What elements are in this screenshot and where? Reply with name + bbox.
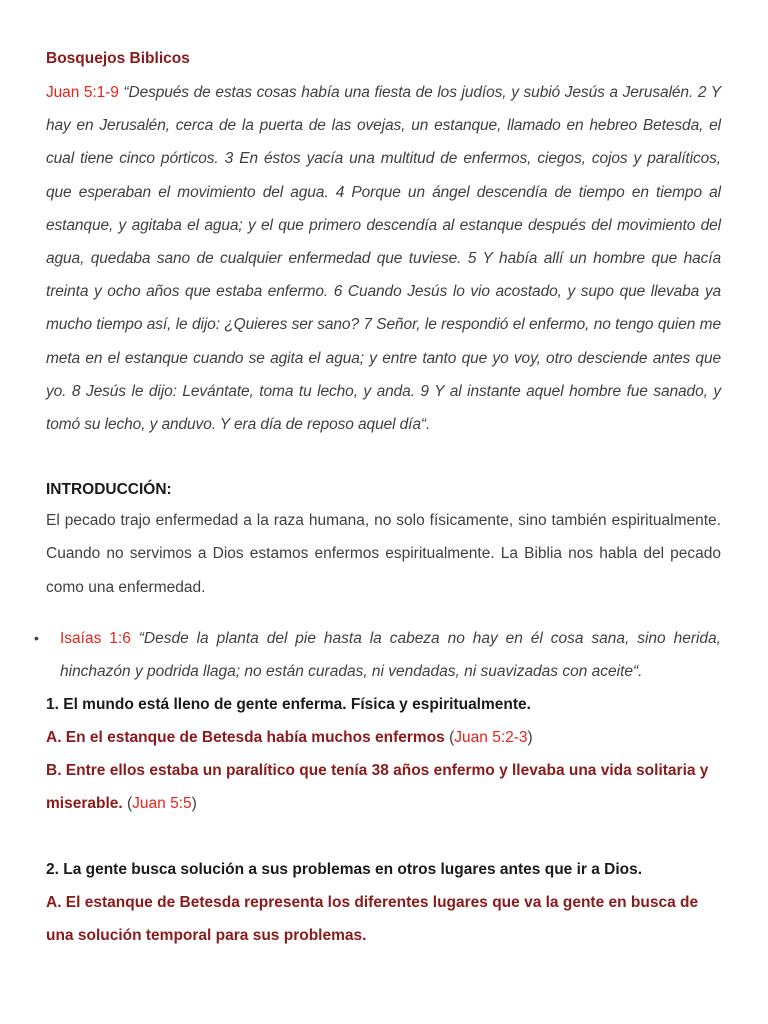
paren-open: ( [444,728,455,746]
paren-close: ) [527,728,533,746]
passage-text: “Después de estas cosas había una fiesta de los judíos, y subió Jesús a Jerusalén. 2 Y hay en Jerusalén, cerca de la puerta de las ovejas, un estanque, llamado en hebreo Betesda, el cual tiene cinco pórticos. 3 En éstos yacía una multitud de enfermos, ciegos, cojos y paralíticos, que esperaban el movimiento del agua. 4 Porque un ángel descendía de tiempo en tiempo al estanque, y agitaba el agua; y el que primero descendía al estanque después del movimiento del agua, quedaba sano de cualquier enfermedad que tuviese. 5 Y había allí un hombre que hacía treinta y ocho años que estaba enfermo. 6 Cuando Jesús lo vio acostado, y supo que llevaba ya mucho tiempo así, le dijo: ¿Quieres ser sano? 7 Señor, le respondió el enfermo, no tengo quien me meta en el estanque cuando se agita el agua; y entre tanto que yo voy, otro desciende antes que yo. 8 Jesús le dijo: Levántate, toma tu lecho, y anda. 9 Y al instante aquel hombre fue sanado, y tomó su lecho, y anduvo. Y era día de reposo aquel día“. [46,84,722,434]
scripture-passage [46,76,721,441]
point-a-reference[interactable]: Juan 5:2-3 [454,728,528,746]
bullet-quote [34,622,721,688]
section-1-point-a-ref [445,729,533,746]
section-1-point-b-text: B. Entre ellos estaba un paralítico que tenía 38 años enfermo y llevaba una vida solitaria y miserable. [46,761,709,812]
spacer [46,820,721,853]
bullet-reference[interactable]: Isaías 1:6 [60,629,131,647]
document-title: Bosquejos Biblicos [46,50,190,67]
bullet-quote-text: “Desde la planta del pie hasta la cabeza no hay en él cosa sana, sino herida, hinchazón y podrida llaga; no están curadas, ni vendadas, ni suavizadas con aceite“. [60,629,721,680]
section-1-point-a-text: A. En el estanque de Betesda había muchos enfermos [46,728,445,746]
section-2-heading: 2. La gente busca solución a sus problemas en otros lugares antes que ir a Dios. [46,860,643,878]
introduction-heading: INTRODUCCIÓN: [46,481,172,499]
passage-reference[interactable]: Juan 5:1-9 [46,84,119,101]
bullet-icon: • [34,629,39,646]
introduction-text: El pecado trajo enfermedad a la raza humana, no solo físicamente, sino también espiritualmente. Cuando no servimos a Dios estamos enfermos espiritualmente. La Biblia nos habla del pecado como una enfermedad. [46,512,721,596]
section-1-heading: 1. El mundo está lleno de gente enferma. Física y espiritualmente. [46,695,531,713]
point-b-reference[interactable]: Juan 5:5 [132,794,192,812]
paren-open: ( [122,794,133,812]
section-1-point-b [46,754,721,820]
section-1-point-a [46,721,721,754]
section-1-point-b-ref [123,795,197,812]
paren-close: ) [191,794,197,812]
section-2-point-a: A. El estanque de Betesda representa los diferentes lugares que va la gente en busca de una solución temporal para sus problemas. [46,893,699,944]
